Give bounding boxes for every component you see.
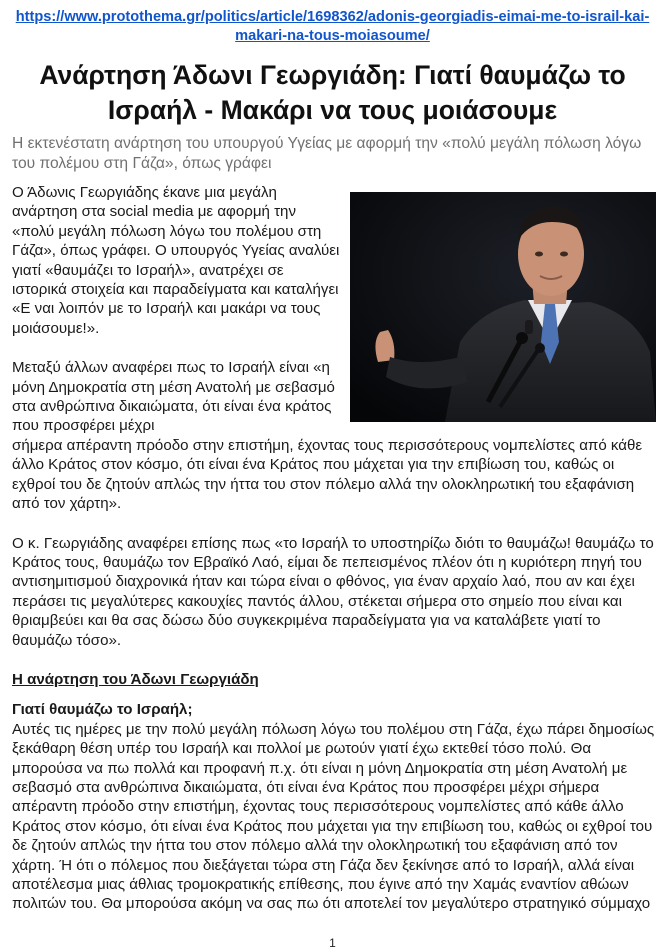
article-subtitle: Η εκτενέστατη ανάρτηση του υπουργού Υγείας με αφορμή την «πολύ μεγάλη πόλωση λόγω του πολέμου στη Γάζα», όπως γράφει [12,135,642,172]
paragraph-2 [12,358,657,513]
post-body: Αυτές τις ημέρες με την πολύ μεγάλη πόλωση λόγω του πολέμου στη Γάζα, έχω πάρει δημοσίως ξεκάθαρη θέση υπέρ του Ισραήλ και πολλοί με ρωτούν γιατί έχω εκτεθεί τόσο πολύ. Θα μπορούσα να πω πολλά και προφανή π.χ. ότι είναι η μόνη Δημοκρατία στη μέση Ανατολή με σεβασμό στα ανθρώπινα δικαιώματα, ότι είναι ένα Κράτος που προσφέρει μέχρι σήμερα απέραντη πρόοδο στην επιστήμη, έχοντας τους περισσότερους νομπελίστες από κάθε άλλο Κράτος στον κόσμο, ότι είναι ένα Κράτος που μάχεται για την επιβίωση του, καθώς οι εχθροί του δε ζητούν απλώς την ήττα του στον πόλεμο αλλά την ολοκληρωτική του εξαφάνιση από τον χάρτη. Ή ότι ο πόλεμος που διεξάγεται τώρα στη Γάζα δεν ξεκίνησε από το Ισραήλ, αλλά είναι αποτέλεσμα μιας άθλιας τρομοκρατικής επίθεσης, που έγινε από την Χαμάς εναντίον αθώων πολιτών του. Θα μπορούσα ακόμη να σας πω ότι αποτελεί τον μεγαλύτερο στρατηγικό σύμμαχο [12,720,655,913]
article-title: Ανάρτηση Άδωνι Γεωργιάδη: Γιατί θαυμάζω το Ισραήλ - Μακάρι να τους μοιάσουμε [39,60,626,125]
paragraph-2-continued: σήμερα απέραντη πρόοδο στην επιστήμη, έχοντας τους περισσότερους νομπελίστες από κάθε άλλο Κράτος στον κόσμο, ότι είναι ένα Κράτος που μάχεται για την επιβίωση του, καθώς οι εχθροί του δε ζητούν απλώς την ήττα του στον πόλεμο αλλά την ολοκληρωτική του εξαφάνιση από τον χάρτη». [12,436,643,513]
article-body [12,183,657,914]
section-heading: Η ανάρτηση του Άδωνι Γεωργιάδη [12,670,259,688]
post-heading: Γιατί θαυμάζω το Ισραήλ; [12,701,193,719]
paragraph-1: Ο Άδωνις Γεωργιάδης έκανε μια μεγάλη ανάρτηση στα social media με αφορμή την «πολύ μεγάλη πόλωση λόγω του πολέμου στη Γάζα», όπως γράφει. Ο υπουργός Υγείας αναλύει γιατί «θαυμάζει το Ισραήλ», ανατρέχει σε ιστορικά στοιχεία και παραδείγματα και καταλήγει «Ε ναι λοιπόν με το Ισραήλ και μακάρι να τους μοιάσουμε!». [12,184,340,337]
paragraph-3: Ο κ. Γεωργιάδης αναφέρει επίσης πως «το Ισραήλ το υποστηρίζω διότι το θαυμάζω! θαυμάζω το Κράτος τους, θαυμάζω τον Εβραϊκό Λαό, είμαι δε πεπεισμένος πλέον ότι η κυριότερη πηγή του αντισημιτισμού διαχρονικά ήταν και τώρα είναι ο φθόνος, για έναν αρχαίο λαό, που αν και έχει περάσει τις μεγαλύτερες κακουχίες παντός άλλου, στέκεται σήμερα στο σημείο που είναι και θριαμβεύει και θα σας δώσω δύο συγκεκριμένα παραδείγματα για να καταλάβετε γιατί το θαυμάζω τόσο». [12,534,654,649]
paragraph-2-intro: Μεταξύ άλλων αναφέρει πως το Ισραήλ είναι «η μόνη Δημοκρατία στη μέση Ανατολή με σεβασμό στα ανθρώπινα δικαιώματα, ότι είναι ένα κράτος που προσφέρει μέχρι [12,359,335,435]
page-number: 1 [329,936,336,950]
source-url-link[interactable]: https://www.protothema.gr/politics/article/1698362/adonis-georgiadis-eimai-me-to-israil-kai-makari-na-tous-moiasoume/ [15,9,650,44]
